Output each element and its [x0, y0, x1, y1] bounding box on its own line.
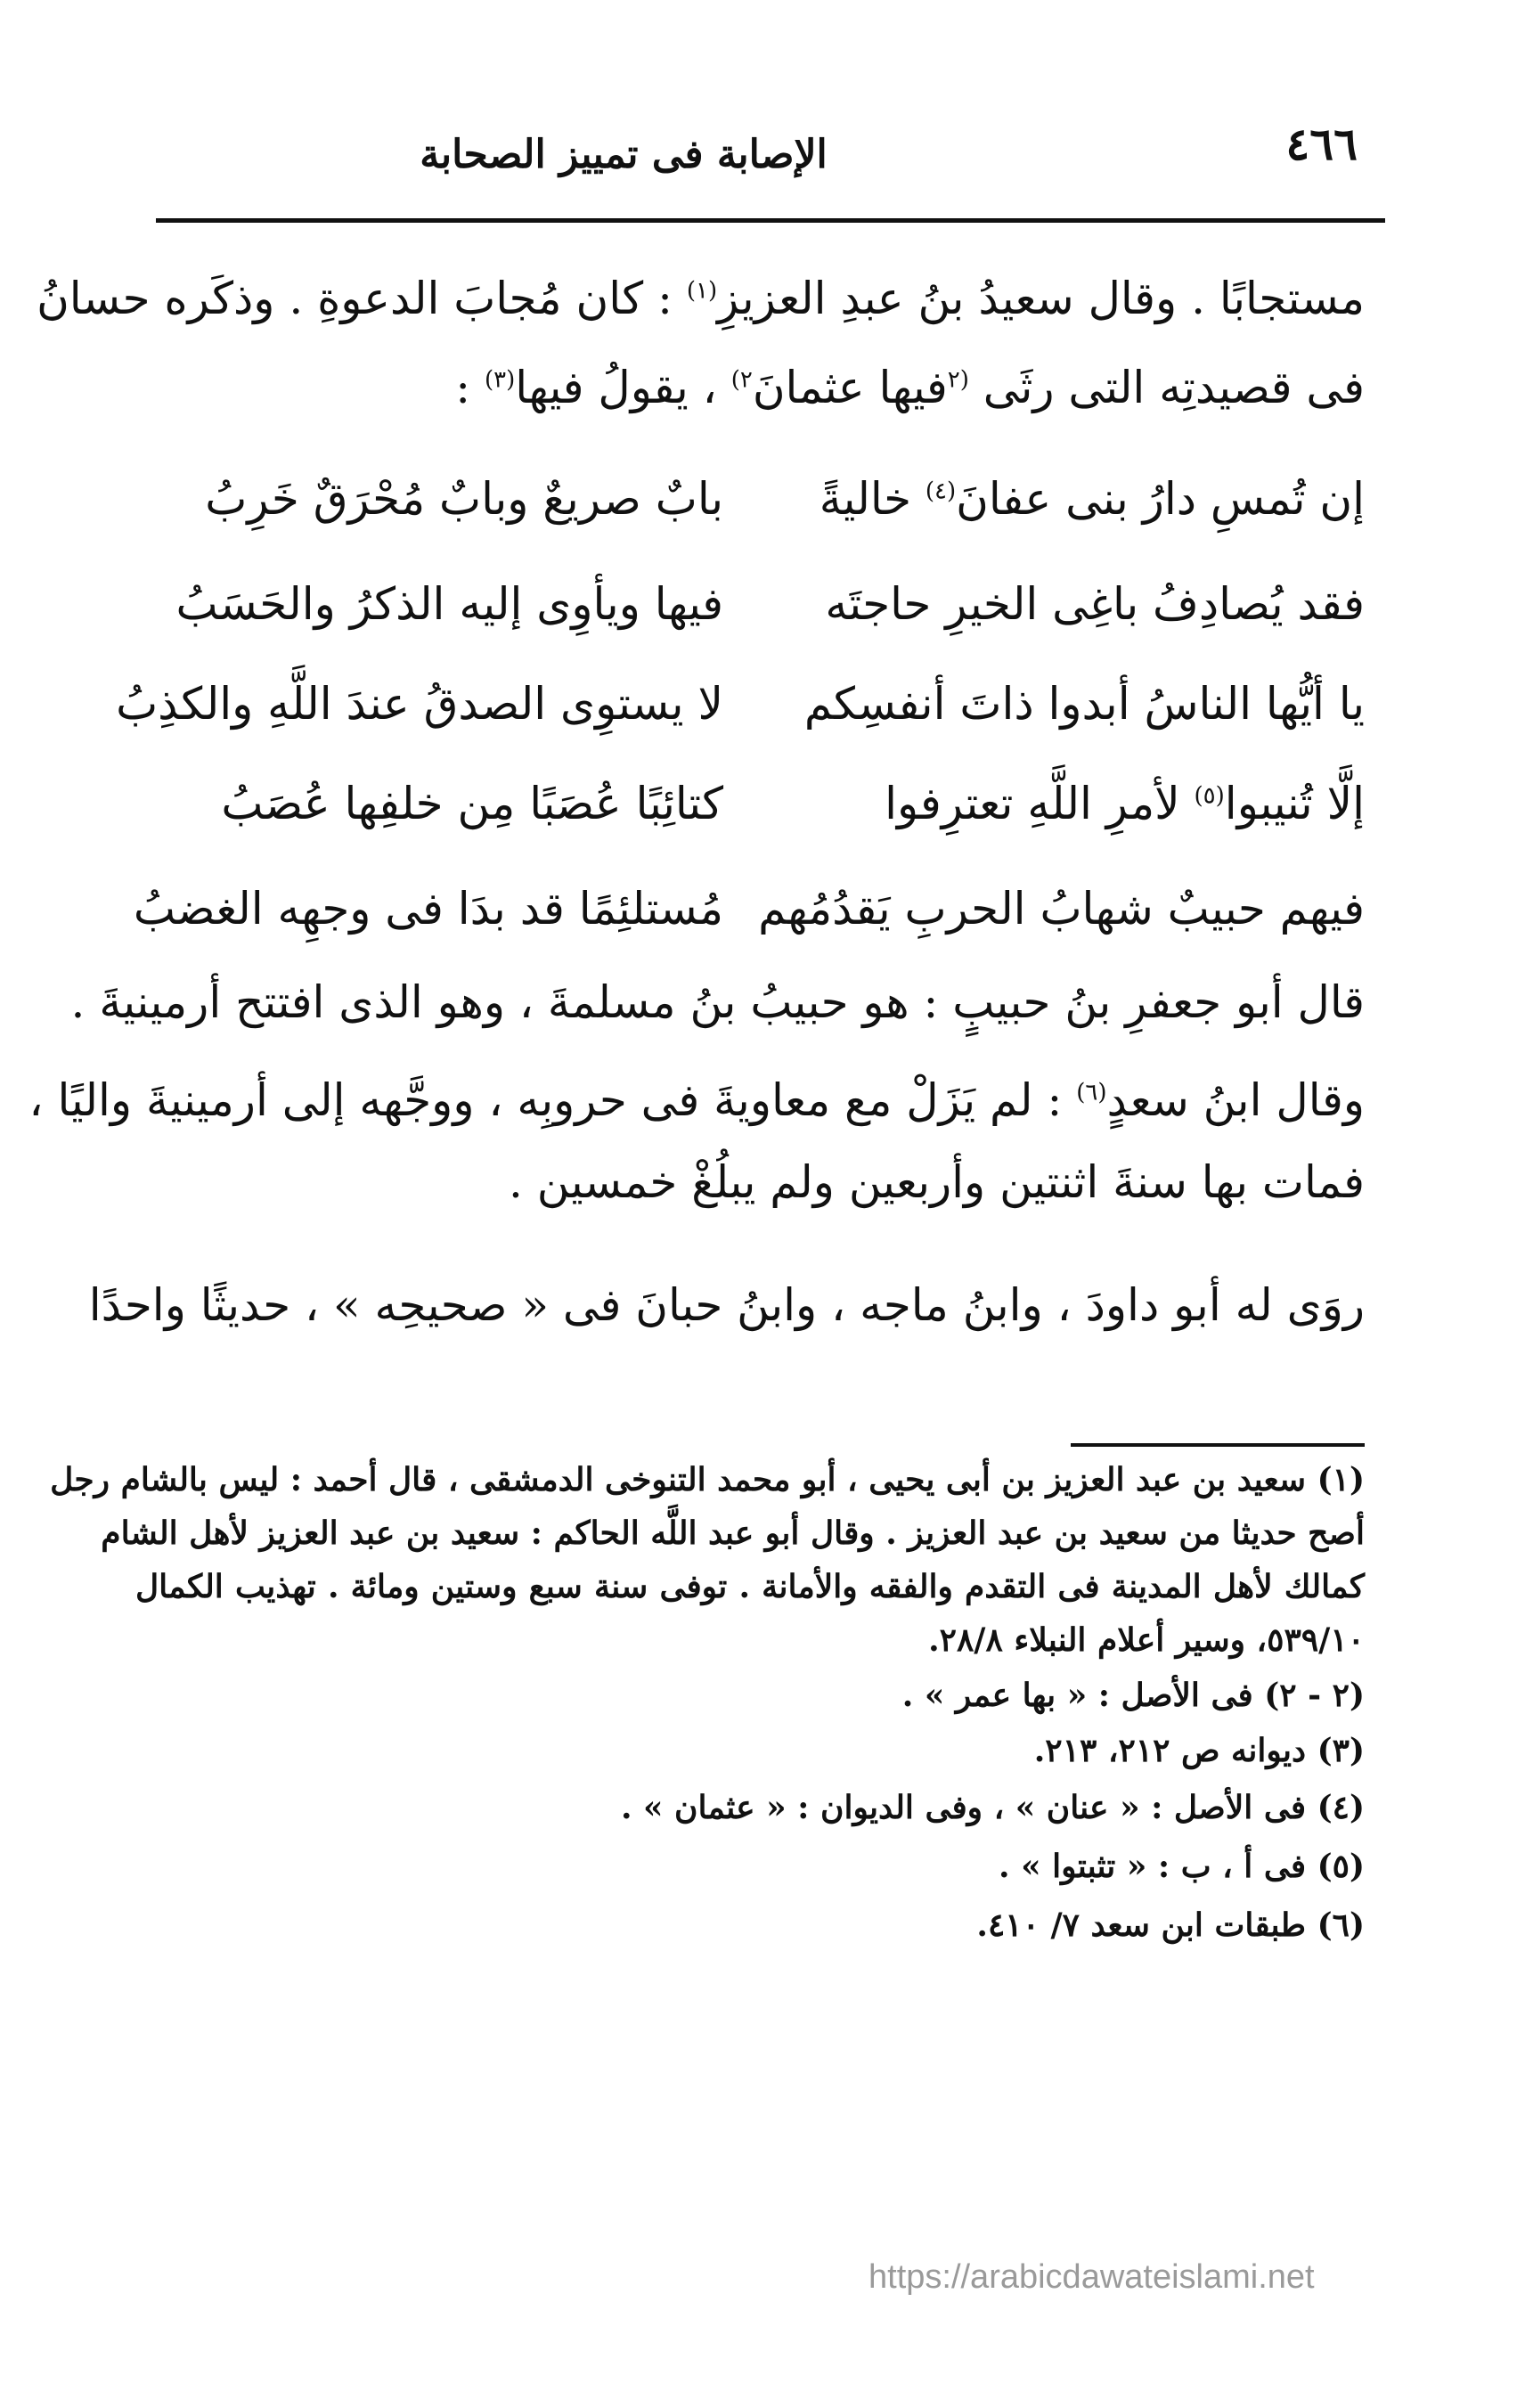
verse-5 — [135, 873, 1365, 944]
verse-2 — [135, 568, 1365, 640]
body-line-2: فى قصيدتِه التى رثَى $^{(٢}$فيها عثمانَ$^{٢)}$ ، يقولُ فيها$^{(٣)}$ : — [455, 362, 1365, 413]
footnote-ref-1[interactable]: (١) — [686, 277, 718, 305]
verse-2-second-hemistich: فيها ويأوِى إليه الذكرُ والحَسَبُ — [175, 578, 723, 630]
footnote-1-line-1: (١) سعيد بن عبد العزيز بن أبى يحيى ، أبو محمد التنوخى الدمشقى ، قال أحمد : ليس بالشام رجل — [50, 1461, 1365, 1498]
verse-5-second-hemistich: مُستلئِمًا قد بدَا فى وجهِه الغضبُ — [133, 883, 723, 935]
body-line-5: فمات بها سنةَ اثنتين وأربعين ولم يبلُغْ خمسين . — [508, 1156, 1365, 1208]
page-number: ٤٦٦ — [1285, 118, 1358, 170]
footnote-ref-4[interactable]: (٤) — [925, 478, 957, 505]
body-line-3: قال أبو جعفرِ بنُ حبيبٍ : هو حبيبُ بنُ مسلمةَ ، وهو الذى افتتح أرمينيةَ . — [70, 976, 1365, 1028]
footnote-1-line-4: ٥٣٩/١٠، وسير أعلام النبلاء ٢٨/٨. — [928, 1621, 1365, 1659]
running-title: الإصابة فى تمييز الصحابة — [420, 132, 828, 177]
footnote-rule — [1071, 1443, 1365, 1447]
footnote-1-line-3: كمالك لأهل المدينة فى التقدم والفقه والأمانة . توفى سنة سبع وستين ومائة . تهذيب الكمال — [135, 1568, 1365, 1605]
footnote-1-line-2: أصح حديثا من سعيد بن عبد العزيز . وقال أبو عبد اللَّه الحاكم : سعيد بن عبد العزيز لأهل الشام — [101, 1514, 1365, 1552]
verse-5-first-hemistich: فيهم حبيبٌ شهابُ الحربِ يَقدُمُهم — [758, 883, 1365, 935]
body-line-1: مستجابًا . وقال سعيدُ بنُ عبدِ العزيزِ$^{(١)}$ : كان مُجابَ الدعوةِ . وذكَره حسانُ — [37, 273, 1365, 324]
verse-1-first-hemistich: إن تُمسِ دارُ بنى عفانَ$^{(٤)}$ خاليةً — [819, 473, 1365, 525]
body-line-6: روَى له أبو داودَ ، وابنُ ماجه ، وابنُ حبانَ فى « صحيحِه » ، حديثًا واحدًا — [88, 1279, 1365, 1331]
watermark-url: https://arabicdawateislami.net — [869, 2258, 1315, 2296]
footnote-ref-3[interactable]: (٣) — [484, 366, 516, 394]
footnote-2: (٢ - ٢) فى الأصل : « بها عمر » . — [901, 1677, 1365, 1714]
footnote-ref-2-open[interactable]: (٢ — [947, 366, 969, 394]
footnote-3: (٣) ديوانه ص ٢١٢، ٢١٣. — [1033, 1732, 1365, 1769]
verse-1 — [135, 463, 1365, 535]
footnote-6: (٦) طبقات ابن سعد ٧/ ٤١٠. — [976, 1906, 1365, 1944]
footnote-5: (٥) فى أ ، ب : « تثبتوا » . — [999, 1848, 1365, 1885]
verse-4-first-hemistich: إلَّا تُنيبوا$^{(٥)}$ لأمرِ اللَّهِ تعترِفوا — [885, 778, 1365, 829]
body-line-4: وقال ابنُ سعدٍ$^{(٦)}$ : لم يَزَلْ مع معاويةَ فى حروبِه ، ووجَّهه إلى أرمينيةَ واليًا ، — [29, 1074, 1365, 1126]
verse-2-first-hemistich: فقد يُصادِفُ باغِى الخيرِ حاجتَه — [825, 578, 1365, 630]
verse-3-first-hemistich: يا أيُّها الناسُ أبدوا ذاتَ أنفسِكم — [803, 678, 1365, 730]
footnote-ref-6[interactable]: (٦) — [1076, 1079, 1107, 1106]
footnote-ref-5[interactable]: (٥) — [1194, 782, 1225, 810]
header-rule — [156, 218, 1385, 223]
verse-4-second-hemistich: كتائِبًا عُصَبًا مِن خلفِها عُصَبُ — [221, 778, 723, 829]
footnote-ref-2-close[interactable]: ٢) — [730, 366, 753, 394]
verse-3 — [116, 668, 1365, 739]
verse-1-second-hemistich: بابٌ صريعٌ وبابٌ مُحْرَقٌ خَرِبُ — [205, 473, 723, 525]
footnote-4: (٤) فى الأصل : « عنان » ، وفى الديوان : « عثمان » . — [620, 1789, 1365, 1826]
verse-4 — [135, 768, 1365, 839]
verse-3-second-hemistich: لا يستوِى الصدقُ عندَ اللَّهِ والكذِبُ — [116, 678, 723, 730]
